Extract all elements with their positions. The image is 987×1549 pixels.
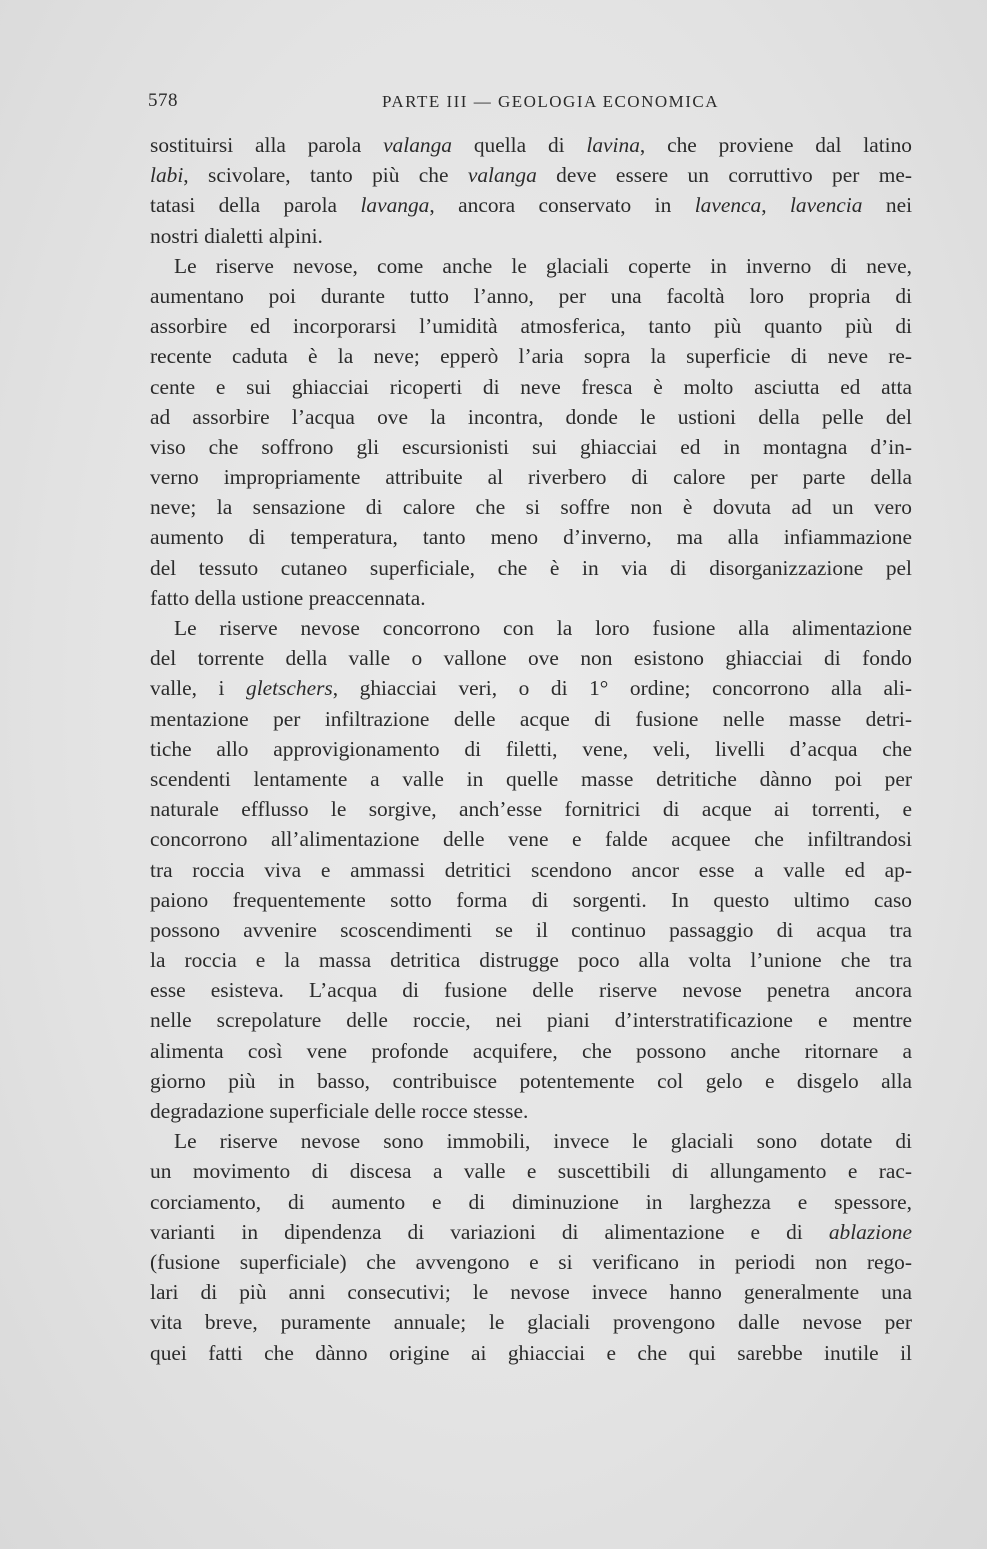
text-segment: verno impropriamente attribuite al riverbero di calore per parte della — [150, 465, 912, 490]
text-line — [150, 855, 912, 885]
paragraph — [150, 251, 912, 613]
italic-term: labi — [150, 163, 184, 188]
paragraph — [150, 1126, 912, 1368]
text-segment: un movimento di discesa a valle e suscettibili di allungamento e rac- — [150, 1159, 912, 1184]
text-line — [150, 1005, 912, 1035]
text-segment: vita breve, puramente annuale; le glaciali provengono dalle nevose per — [150, 1310, 912, 1335]
text-segment: , scivolare, tanto più che — [183, 163, 468, 188]
text-line — [150, 130, 912, 160]
text-segment: tatasi della parola — [150, 193, 361, 218]
text-line — [150, 251, 912, 281]
text-segment: tra roccia viva e ammassi detritici scendono ancor esse a valle ed ap- — [150, 857, 912, 882]
text-segment: nei — [862, 193, 912, 218]
text-line — [150, 372, 912, 402]
italic-term: lavencia — [789, 193, 863, 218]
text-segment: quella di — [451, 133, 587, 157]
text-segment: , ancora conservato in — [429, 193, 695, 218]
text-line — [150, 1036, 912, 1066]
text-line — [150, 341, 912, 371]
text-line — [150, 824, 912, 854]
text-segment: la roccia e la massa detritica distrugge poco alla volta l’unione che tra — [150, 948, 912, 973]
text-segment: Le riserve nevose, come anche le glaciali coperte in inverno di neve, — [174, 253, 912, 278]
page-number: 578 — [148, 90, 178, 111]
running-title: PARTE III — GEOLOGIA ECONOMICA — [381, 92, 720, 111]
text-line — [150, 1126, 912, 1156]
text-line — [150, 190, 912, 220]
text-line — [150, 975, 912, 1005]
text-segment: , — [761, 193, 790, 218]
text-line — [150, 915, 912, 945]
text-line — [150, 1307, 912, 1337]
text-line — [150, 643, 912, 673]
text-line — [150, 402, 912, 432]
text-segment: Le riserve nevose concorrono con la loro fusione alla alimentazione — [174, 616, 912, 640]
text-segment: deve essere un corruttivo per me- — [536, 163, 912, 188]
italic-term: lavanga — [360, 193, 430, 218]
text-line — [150, 221, 912, 251]
text-segment: neve; la sensazione di calore che si soffre non è dovuta ad un vero — [150, 495, 912, 520]
text-line — [150, 885, 912, 915]
text-segment: viso che soffrono gli escursionisti sui ghiacciai ed in montagna d’in- — [150, 434, 912, 459]
text-segment: valle, i — [150, 676, 247, 701]
text-line — [150, 1247, 912, 1277]
text-segment: (fusione superficiale) che avvengono e si verificano in periodi non rego- — [150, 1249, 912, 1274]
text-line — [150, 1277, 912, 1307]
italic-term: lavenca — [694, 193, 762, 218]
paragraph — [150, 613, 912, 1126]
text-segment: del torrente della valle o vallone ove non esistono ghiacciai di fondo — [150, 646, 912, 671]
text-segment: aumento di temperatura, tanto meno d’inverno, ma alla infiammazione — [150, 525, 912, 550]
text-segment: fatto della ustione preaccennata. — [150, 585, 426, 610]
text-segment: mentazione per infiltrazione delle acque di fusione nelle masse detri- — [150, 706, 912, 731]
text-line — [150, 764, 912, 794]
text-line — [150, 522, 912, 552]
text-line — [150, 432, 912, 462]
text-segment: scendenti lentamente a valle in quelle masse detritiche dànno poi per — [150, 766, 912, 791]
text-line — [150, 281, 912, 311]
text-segment: Le riserve nevose sono immobili, invece le glaciali sono dotate di — [174, 1129, 912, 1154]
text-line — [150, 160, 912, 190]
text-segment: recente caduta è la neve; epperò l’aria sopra la superficie di neve re- — [150, 344, 912, 369]
text-segment: nostri dialetti alpini. — [150, 223, 323, 248]
text-line — [150, 945, 912, 975]
text-line — [150, 1156, 912, 1186]
text-segment: degradazione superficiale delle rocce stesse. — [150, 1099, 529, 1123]
text-line — [150, 1066, 912, 1096]
text-segment: tiche allo approvigionamento di filetti, vene, veli, livelli d’acqua che — [150, 736, 912, 761]
text-segment: giorno più in basso, contribuisce potentemente col gelo e disgelo alla — [150, 1068, 912, 1093]
text-line — [150, 1187, 912, 1217]
text-segment: assorbire ed incorporarsi l’umidità atmosferica, tanto più quanto più di — [150, 314, 912, 339]
text-line — [150, 311, 912, 341]
text-segment: naturale efflusso le sorgive, anch’esse fornitrici di acque ai torrenti, e — [150, 797, 912, 822]
text-segment: aumentano poi durante tutto l’anno, per una facoltà loro propria di — [150, 283, 912, 308]
text-segment: corciamento, di aumento e di diminuzione in larghezza e spessore, — [150, 1189, 912, 1214]
text-segment: nelle screpolature delle roccie, nei piani d’interstratificazione e mentre — [150, 1008, 912, 1033]
italic-term: gletschers — [246, 676, 333, 701]
text-segment: cente e sui ghiacciai ricoperti di neve fresca è molto asciutta ed atta — [150, 374, 912, 399]
text-segment: quei fatti che dànno origine ai ghiacciai e che qui sarebbe inutile il — [150, 1340, 912, 1365]
text-segment: , ghiacciai veri, o di 1° ordine; concorrono alla ali- — [332, 676, 912, 701]
text-line — [150, 1096, 912, 1126]
text-line — [150, 462, 912, 492]
text-segment: lari di più anni consecutivi; le nevose invece hanno generalmente una — [150, 1280, 912, 1305]
text-line — [150, 553, 912, 583]
text-segment: del tessuto cutaneo superficiale, che è in via di disorganizzazione pel — [150, 555, 912, 580]
text-segment: , che proviene dal latino — [639, 133, 912, 157]
text-line — [150, 1338, 912, 1368]
text-line — [150, 583, 912, 613]
paragraph — [150, 130, 912, 251]
text-segment: possono avvenire scoscendimenti se il continuo passaggio di acqua tra — [150, 917, 912, 942]
text-segment: varianti in dipendenza di variazioni di alimentazione e di — [150, 1219, 829, 1244]
italic-term: valanga — [467, 163, 537, 188]
text-line — [150, 492, 912, 522]
text-line — [150, 734, 912, 764]
text-line — [150, 704, 912, 734]
text-segment: alimenta così vene profonde acquifere, che possono anche ritornare a — [150, 1038, 912, 1063]
body-text — [150, 130, 912, 1368]
text-segment: paiono frequentemente sotto forma di sorgenti. In questo ultimo caso — [150, 887, 912, 912]
italic-term: lavina — [586, 133, 640, 157]
text-line — [150, 613, 912, 643]
text-segment: concorrono all’alimentazione delle vene e falde acquee che infiltrandosi — [150, 827, 912, 852]
italic-term: valanga — [383, 133, 452, 157]
text-segment: ad assorbire l’acqua ove la incontra, donde le ustioni della pelle del — [150, 404, 912, 429]
italic-term: ablazione — [828, 1219, 912, 1244]
text-line — [150, 673, 912, 703]
text-segment: sostituirsi alla parola — [150, 133, 384, 157]
text-line — [150, 794, 912, 824]
text-segment: esse esisteva. L’acqua di fusione delle riserve nevose penetra ancora — [150, 978, 912, 1003]
page-header — [148, 90, 913, 120]
text-line — [150, 1217, 912, 1247]
